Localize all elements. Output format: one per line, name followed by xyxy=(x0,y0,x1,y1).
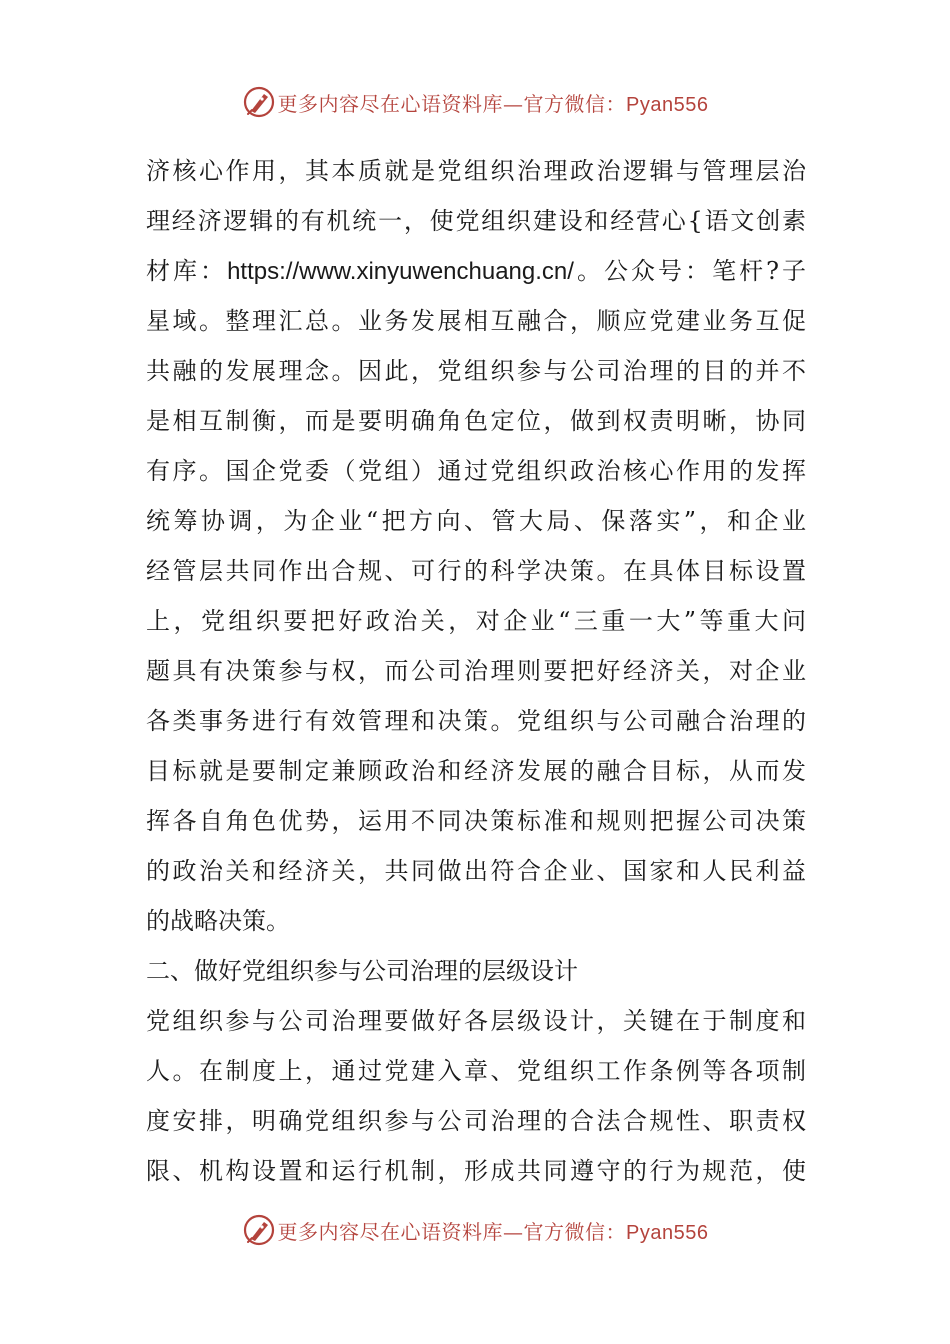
pen-nib-logo-icon xyxy=(242,1213,276,1247)
text-line: 上，党组织要把好政治关，对企业“三重一大”等重大问 xyxy=(146,607,806,635)
document-body xyxy=(146,146,806,1196)
banner-text: 更多内容尽在心语资料库—官方微信：Pyan556 xyxy=(277,91,709,116)
footer-banner xyxy=(0,1210,950,1250)
text-line: 共融的发展理念。因此，党组织参与公司治理的目的并不 xyxy=(146,357,806,385)
banner-account: Pyan556 xyxy=(626,1221,709,1244)
text-line: 党组织参与公司治理要做好各层级设计，关键在于制度和 xyxy=(146,1007,806,1035)
website-url: https://www.xinyuwenchuang.cn/ xyxy=(227,258,574,285)
text-line: 是相互制衡，而是要明确角色定位，做到权责明晰，协同 xyxy=(146,407,806,435)
text-line: 的战略决策。 xyxy=(146,907,290,935)
header-banner xyxy=(0,82,950,122)
text-line: 挥各自角色优势，运用不同决策标准和规则把握公司决策 xyxy=(146,807,806,835)
text-line: 理经济逻辑的有机统一，使党组织建设和经营心{语文创素 xyxy=(146,207,806,235)
text-line: 度安排，明确党组织参与公司治理的合法合规性、职责权 xyxy=(146,1107,806,1135)
text-line: 的政治关和经济关，共同做出符合企业、国家和人民利益 xyxy=(146,857,806,885)
text-line: 人。在制度上，通过党建入章、党组织工作条例等各项制 xyxy=(146,1057,806,1085)
text-line: 有序。国企党委（党组）通过党组织政治核心作用的发挥 xyxy=(146,457,806,485)
text-line: 目标就是要制定兼顾政治和经济发展的融合目标，从而发 xyxy=(146,757,806,785)
text-line: 材库：https://www.xinyuwenchuang.cn/。公众号：笔杆?子 xyxy=(146,257,806,285)
text-line: 题具有决策参与权，而公司治理则要把好经济关，对企业 xyxy=(146,657,806,685)
text-line: 经管层共同作出合规、可行的科学决策。在具体目标设置 xyxy=(146,557,806,585)
pen-nib-logo-icon xyxy=(242,85,276,119)
text-line: 星域。整理汇总。业务发展相互融合，顺应党建业务互促 xyxy=(146,307,806,335)
text-line: 济核心作用，其本质就是党组织治理政治逻辑与管理层治 xyxy=(146,157,806,185)
text-line: 各类事务进行有效管理和决策。党组织与公司融合治理的 xyxy=(146,707,806,735)
banner-account: Pyan556 xyxy=(626,93,709,116)
text-line: 限、机构设置和运行机制，形成共同遵守的行为规范，使 xyxy=(146,1157,806,1185)
section-heading: 二、做好党组织参与公司治理的层级设计 xyxy=(146,957,578,985)
text-line: 统筹协调，为企业“把方向、管大局、保落实”，和企业 xyxy=(146,507,806,535)
banner-text: 更多内容尽在心语资料库—官方微信：Pyan556 xyxy=(277,1219,709,1244)
